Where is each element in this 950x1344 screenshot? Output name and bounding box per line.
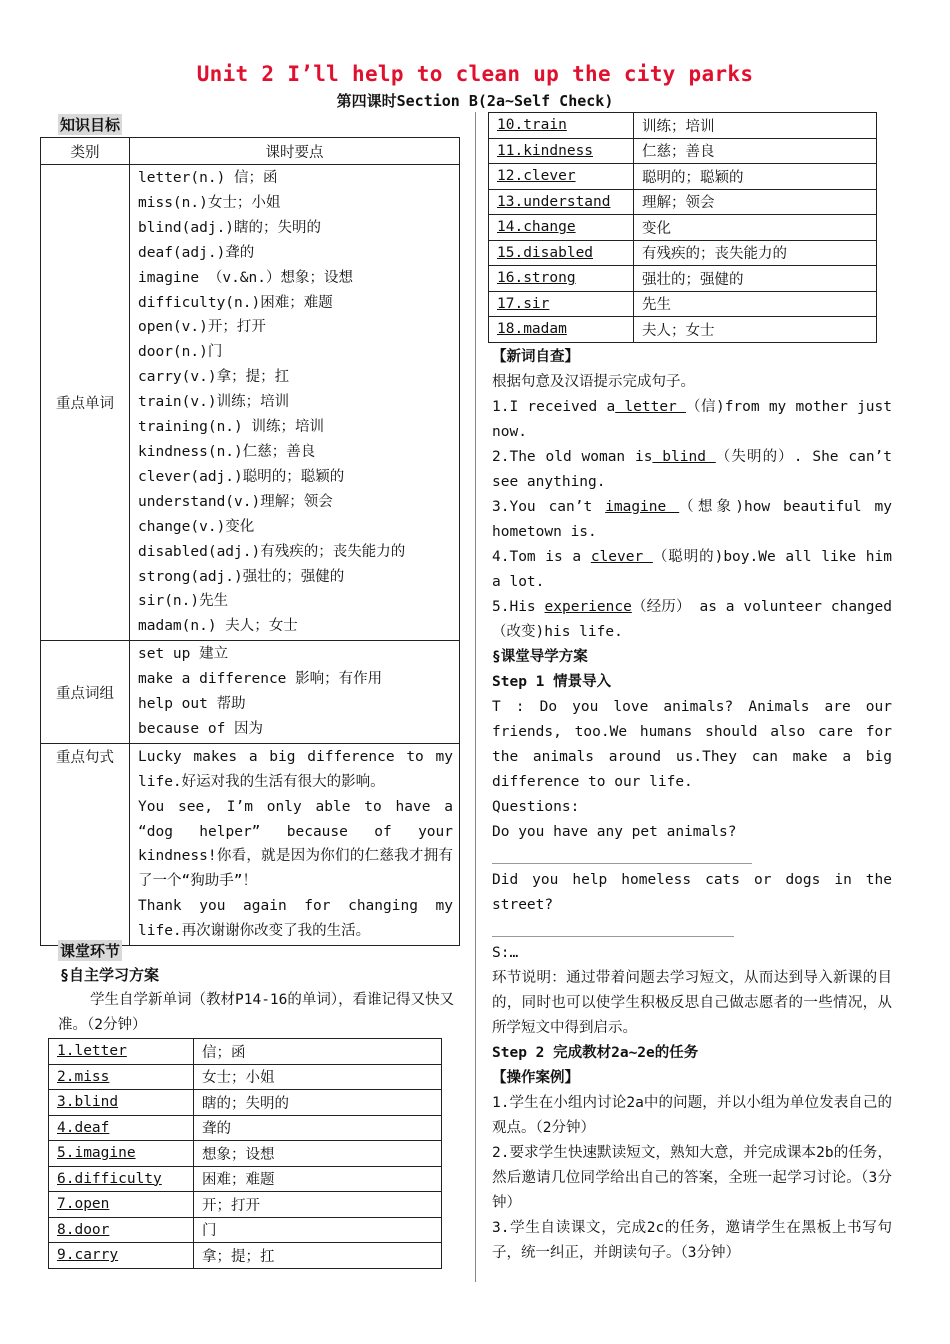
question-a: Do you have any pet animals? [492,824,737,840]
vocab-word: 14.change [489,215,634,241]
vocab-row [49,1064,442,1090]
page-title: Unit 2 I’ll help to clean up the city parks [196,62,754,86]
word-item: deaf(adj.)聋的 [138,244,255,261]
right-column [492,345,892,1266]
vocab-meaning: 拿；提；扛 [194,1243,442,1269]
word-item: blind(adj.)瞎的；失明的 [138,219,322,236]
word-item: madam(n.) 夫人；女士 [138,618,298,635]
answer-line [492,918,734,937]
word-item: open(v.)开；打开 [138,319,266,336]
vocab-row [49,1039,442,1065]
step-note: 环节说明：通过带着问题去学习短文，从而达到导入新课的目的，同时也可以使学生积极反思自己做志愿者的一些情况，从所学短文中得到启示。 [492,970,892,1036]
word-item: miss(n.)女士；小姐 [138,194,281,211]
phrase-item: because of 因为 [138,720,264,737]
self-study-title: §自主学习方案 [60,966,160,984]
vocab-row [489,215,877,241]
vocab-row [489,189,877,215]
vocab-meaning: 训练；培训 [634,113,877,139]
case-3: 3.学生自读课文，完成2c的任务，邀请学生在黑板上书写句子，统一纠正，并朗读句子。（3分钟） [492,1220,892,1261]
sentence-item: Lucky makes a big difference to my life.好运对我的生活有很大的影响。 [138,748,453,790]
vocab-word: 12.clever [489,164,634,190]
vocab-meaning: 夫人；女士 [634,317,877,343]
word-item: understand(v.)理解；领会 [138,493,333,510]
word-item: training(n.) 训练；培训 [138,419,324,436]
word-item: door(n.)门 [138,344,223,361]
teacher-text: T : Do you love animals? Animals are our friends, too.We humans should also care for the animals around us.They can make a big difference to our life. [492,699,892,790]
student-reply: S:… [492,945,519,961]
vocab-meaning: 信；函 [194,1039,442,1065]
word-item: clever(adj.)聪明的；聪颖的 [138,468,345,485]
self-study-text: 学生自学新单词（教材P14-16的单词），看谁记得又快又准。（2分钟） [58,992,455,1033]
word-item: difficulty(n.)困难；难题 [138,294,333,311]
word-item: train(v.)训练；培训 [138,394,290,411]
vocab-word: 17.sir [489,291,634,317]
vocab-word: 2.miss [49,1064,194,1090]
vocab-meaning: 仁慈；善良 [634,138,877,164]
vocab-meaning: 理解；领会 [634,189,877,215]
vocab-word: 1.letter [49,1039,194,1065]
sentence-item: You see, I’m only able to have a “dog helper” because of your kindness!你看，就是因为你们的仁慈我才拥有了一个“狗助手”！ [138,798,453,890]
header-points: 课时要点 [130,138,460,165]
vocab-meaning: 开；打开 [194,1192,442,1218]
step1-title: Step 1 情景导入 [492,674,612,690]
vocab-row [489,291,877,317]
words-list [130,165,460,641]
answer-blank: blind [652,449,716,465]
phrase-item: help out 帮助 [138,696,246,713]
vocab-meaning: 女士；小姐 [194,1064,442,1090]
vocab-row [489,317,877,343]
case-title: 【操作案例】 [492,1070,579,1086]
word-item: disabled(adj.)有残疾的；丧失能力的 [138,543,406,560]
phrase-item: set up 建立 [138,646,229,663]
vocab-meaning: 门 [194,1217,442,1243]
vocab-word: 11.kindness [489,138,634,164]
vocab-word: 7.open [49,1192,194,1218]
column-divider [475,112,476,1282]
guide-title: §课堂导学方案 [492,649,588,665]
vocab-meaning: 有残疾的；丧失能力的 [634,240,877,266]
vocab-row [49,1115,442,1141]
vocab-word: 15.disabled [489,240,634,266]
vocab-meaning: 强壮的；强健的 [634,266,877,292]
vocab-row [489,266,877,292]
vocab-row [49,1243,442,1269]
sentences-list [130,743,460,945]
case-2: 2.要求学生快速默读短文，熟知大意，并完成课本2b的任务，然后邀请几位同学给出自己的答案，全班一起学习讨论。（3分钟） [492,1145,892,1211]
phrases-list [130,641,460,744]
answer-blank: imagine [605,499,680,515]
vocab-table-left [48,1038,442,1269]
vocab-row [489,138,877,164]
vocab-meaning: 想象；设想 [194,1141,442,1167]
answer-line [492,845,752,864]
vocab-meaning: 聪明的；聪颖的 [634,164,877,190]
vocab-word: 4.deaf [49,1115,194,1141]
vocab-meaning: 先生 [634,291,877,317]
case-1: 1.学生在小组内讨论2a中的问题，并以小组为单位发表自己的观点。（2分钟） [492,1095,892,1136]
answer-blank: letter [615,399,686,415]
words-label: 重点单词 [41,165,130,641]
step2-title: Step 2 完成教材2a~2e的任务 [492,1045,699,1061]
classroom-label: 课堂环节 [60,942,121,960]
check-q3: 3.You can’t imagine （想象)how beautiful my hometown is. [492,499,893,540]
word-item: letter(n.) 信；函 [138,170,278,186]
check-instruction: 根据句意及汉语提示完成句子。 [492,374,695,390]
vocab-word: 5.imagine [49,1141,194,1167]
vocab-row [49,1141,442,1167]
vocab-row [49,1166,442,1192]
vocab-row [489,113,877,139]
vocab-word: 10.train [489,113,634,139]
phrases-label: 重点词组 [41,641,130,744]
check-title: 【新词自查】 [492,349,579,365]
vocab-word: 6.difficulty [49,1166,194,1192]
vocab-word: 13.understand [489,189,634,215]
vocab-row [49,1192,442,1218]
vocab-row [49,1090,442,1116]
vocab-word: 3.blind [49,1090,194,1116]
check-q1: 1.I received a letter （信)from my mother just now. [492,399,892,440]
knowledge-label: 知识目标 [60,116,121,134]
vocab-row [49,1217,442,1243]
word-item: change(v.)变化 [138,518,255,535]
header-category: 类别 [41,138,130,165]
word-item: carry(v.)拿；提；扛 [138,369,290,386]
vocab-meaning: 变化 [634,215,877,241]
check-q2: 2.The old woman is blind （失明的）. She can’t see anything. [492,449,893,490]
vocab-word: 18.madam [489,317,634,343]
word-item: kindness(n.)仁慈；善良 [138,443,316,460]
vocab-word: 8.door [49,1217,194,1243]
vocab-word: 16.strong [489,266,634,292]
questions-label: Questions: [492,799,580,815]
vocab-meaning: 困难；难题 [194,1166,442,1192]
phrase-item: make a difference 影响；有作用 [138,671,383,688]
vocab-meaning: 聋的 [194,1115,442,1141]
word-item: strong(adj.)强壮的；强健的 [138,568,345,585]
vocab-table-right [488,112,877,343]
sentences-label: 重点句式 [41,743,130,945]
answer-blank: clever [590,549,653,565]
page-subtitle: 第四课时Section B(2a~Self Check) [336,92,614,110]
check-q5: 5.His experience（经历） as a volunteer changed（改变)his life. [492,599,892,640]
knowledge-table [40,137,460,946]
word-item: sir(n.)先生 [138,593,229,610]
vocab-meaning: 瞎的；失明的 [194,1090,442,1116]
answer-blank: experience [544,599,632,615]
word-item: imagine （v.&n.）想象；设想 [138,269,353,286]
sentence-item: Thank you again for changing my life.再次谢谢你改变了我的生活。 [138,898,453,940]
check-q4: 4.Tom is a clever （聪明的)boy.We all like him a lot. [492,549,892,590]
vocab-row [489,164,877,190]
vocab-row [489,240,877,266]
question-b: Did you help homeless cats or dogs in the street? [492,872,892,913]
vocab-word: 9.carry [49,1243,194,1269]
